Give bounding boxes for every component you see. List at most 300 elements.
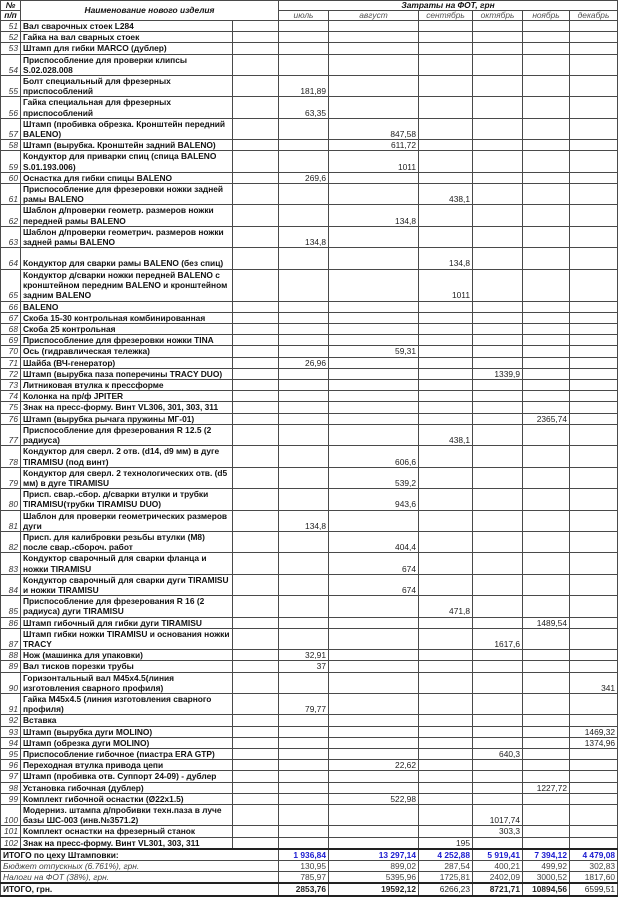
shop-total-value: 4 479,08 bbox=[570, 849, 618, 861]
table-row bbox=[1, 771, 618, 782]
cost-cell bbox=[473, 661, 523, 672]
cost-cell bbox=[473, 226, 523, 247]
grand-total-value: 8721,71 bbox=[473, 883, 523, 895]
cost-cell: 438,1 bbox=[419, 184, 473, 205]
row-number: 62 bbox=[1, 205, 21, 226]
cost-cell bbox=[473, 151, 523, 172]
cost-cell bbox=[523, 32, 570, 43]
cost-cell bbox=[570, 650, 618, 661]
cost-cell bbox=[523, 837, 570, 849]
cost-cell bbox=[473, 269, 523, 301]
cost-cell bbox=[523, 151, 570, 172]
cost-cell bbox=[473, 782, 523, 793]
item-name: Шаблон для проверки геометрических размеров дуги bbox=[21, 510, 233, 531]
cost-cell: 2365,74 bbox=[523, 413, 570, 424]
row-number: 86 bbox=[1, 617, 21, 628]
item-name: Литниковая втулка к прессформе bbox=[21, 380, 233, 391]
cost-cell bbox=[473, 793, 523, 804]
blank-cell bbox=[233, 771, 279, 782]
cost-cell bbox=[570, 205, 618, 226]
item-name: Шаблон д/проверки геометрич. размеров ножки задней рамы BALENO bbox=[21, 226, 233, 247]
cost-cell bbox=[279, 368, 329, 379]
row-number: 75 bbox=[1, 402, 21, 413]
cost-cell bbox=[473, 596, 523, 617]
cost-cell bbox=[279, 43, 329, 54]
cost-group-header: Затраты на ФОТ, грн bbox=[279, 1, 618, 11]
shop-total-row bbox=[1, 849, 618, 861]
row-number: 63 bbox=[1, 226, 21, 247]
cost-cell bbox=[523, 54, 570, 75]
table-row bbox=[1, 205, 618, 226]
cost-cell bbox=[473, 76, 523, 97]
table-row bbox=[1, 748, 618, 759]
blank-cell bbox=[233, 446, 279, 467]
cost-cell bbox=[523, 172, 570, 183]
cost-cell bbox=[329, 76, 419, 97]
item-name: Штамп гибочный для гибки дуги TIRAMISU bbox=[21, 617, 233, 628]
row-number: 93 bbox=[1, 726, 21, 737]
item-name: Комплект оснастки на фрезерный станок bbox=[21, 826, 233, 837]
blank-cell bbox=[233, 402, 279, 413]
blank-cell bbox=[233, 43, 279, 54]
row-number: 70 bbox=[1, 346, 21, 357]
vacation-budget-value: 287,54 bbox=[419, 861, 473, 872]
cost-cell bbox=[419, 301, 473, 312]
cost-cell bbox=[279, 837, 329, 849]
table-row bbox=[1, 446, 618, 467]
cost-cell bbox=[329, 693, 419, 714]
cost-cell bbox=[329, 628, 419, 649]
vacation-budget-value: 302,83 bbox=[570, 861, 618, 872]
item-name: Кондуктор сварочный для сварки дуги TIRAMISU и ножки TIRAMISU bbox=[21, 574, 233, 595]
cost-cell bbox=[329, 424, 419, 445]
cost-cell bbox=[473, 140, 523, 151]
cost-cell bbox=[523, 380, 570, 391]
cost-cell bbox=[419, 226, 473, 247]
cost-cell bbox=[419, 553, 473, 574]
cost-cell bbox=[419, 391, 473, 402]
shop-total-value: 4 252,88 bbox=[419, 849, 473, 861]
cost-cell bbox=[279, 748, 329, 759]
row-number: 73 bbox=[1, 380, 21, 391]
cost-cell bbox=[419, 76, 473, 97]
cost-cell bbox=[473, 650, 523, 661]
cost-cell bbox=[419, 335, 473, 346]
cost-cell: 195 bbox=[419, 837, 473, 849]
cost-cell bbox=[570, 248, 618, 269]
cost-cell bbox=[279, 324, 329, 335]
month-header: ноябрь bbox=[523, 11, 570, 21]
table-row bbox=[1, 312, 618, 323]
cost-cell bbox=[570, 489, 618, 510]
cost-cell bbox=[570, 368, 618, 379]
table-row bbox=[1, 793, 618, 804]
cost-cell bbox=[329, 672, 419, 693]
row-number: 53 bbox=[1, 43, 21, 54]
cost-cell bbox=[419, 446, 473, 467]
cost-cell: 522,98 bbox=[329, 793, 419, 804]
cost-cell bbox=[329, 715, 419, 726]
cost-cell bbox=[329, 402, 419, 413]
blank-cell bbox=[233, 269, 279, 301]
cost-cell: 674 bbox=[329, 574, 419, 595]
cost-cell: 404,4 bbox=[329, 531, 419, 552]
cost-cell bbox=[570, 335, 618, 346]
row-number: 59 bbox=[1, 151, 21, 172]
item-name: Присп. для калибровки резьбы втулки (М8) после свар.-сбороч. работ bbox=[21, 531, 233, 552]
cost-cell bbox=[523, 805, 570, 826]
name-header: Наименование нового изделия bbox=[21, 1, 279, 21]
cost-cell bbox=[473, 531, 523, 552]
cost-cell bbox=[279, 805, 329, 826]
row-number: 83 bbox=[1, 553, 21, 574]
cost-cell bbox=[523, 335, 570, 346]
cost-cell bbox=[570, 771, 618, 782]
cost-cell bbox=[279, 335, 329, 346]
cost-cell bbox=[523, 737, 570, 748]
cost-cell: 1227,72 bbox=[523, 782, 570, 793]
payroll-taxes-value: 785,97 bbox=[279, 872, 329, 884]
cost-cell bbox=[419, 771, 473, 782]
cost-cell bbox=[570, 617, 618, 628]
blank-cell bbox=[233, 151, 279, 172]
cost-cell: 181,89 bbox=[279, 76, 329, 97]
table-row bbox=[1, 54, 618, 75]
cost-cell bbox=[473, 118, 523, 139]
table-row bbox=[1, 628, 618, 649]
cost-cell bbox=[279, 446, 329, 467]
blank-cell bbox=[233, 324, 279, 335]
item-name: Знак на пресс-форму. Винт VL301, 303, 311 bbox=[21, 837, 233, 849]
cost-cell bbox=[419, 346, 473, 357]
cost-cell bbox=[419, 693, 473, 714]
blank-cell bbox=[233, 97, 279, 118]
cost-cell bbox=[570, 151, 618, 172]
item-name: Приспособление для фрезеровки ножки задней рамы BALENO bbox=[21, 184, 233, 205]
cost-cell bbox=[523, 726, 570, 737]
cost-cell bbox=[570, 467, 618, 488]
blank-cell bbox=[233, 782, 279, 793]
cost-cell bbox=[523, 248, 570, 269]
row-number: 101 bbox=[1, 826, 21, 837]
cost-cell bbox=[329, 782, 419, 793]
cost-cell bbox=[419, 726, 473, 737]
cost-cell bbox=[329, 324, 419, 335]
grand-total-value: 10894,56 bbox=[523, 883, 570, 895]
table-row bbox=[1, 172, 618, 183]
table-row bbox=[1, 184, 618, 205]
item-name: Кондуктор д/сварки ножки передней BALENO с кронштейном передним BALENO и кронштейном задним BALENO bbox=[21, 269, 233, 301]
cost-cell bbox=[473, 32, 523, 43]
table-row bbox=[1, 324, 618, 335]
item-name: Приспособление для проверки клипсы S.02.028.008 bbox=[21, 54, 233, 75]
table-row bbox=[1, 140, 618, 151]
cost-cell bbox=[523, 269, 570, 301]
cost-cell bbox=[570, 531, 618, 552]
cost-cell bbox=[523, 76, 570, 97]
cost-cell bbox=[419, 826, 473, 837]
table-row bbox=[1, 413, 618, 424]
cost-cell bbox=[570, 413, 618, 424]
cost-cell bbox=[523, 771, 570, 782]
cost-cell bbox=[570, 226, 618, 247]
cost-cell bbox=[473, 357, 523, 368]
table-row bbox=[1, 737, 618, 748]
blank-cell bbox=[233, 32, 279, 43]
cost-cell bbox=[419, 489, 473, 510]
cost-cell bbox=[329, 43, 419, 54]
cost-cell bbox=[329, 357, 419, 368]
table-row bbox=[1, 21, 618, 32]
cost-cell bbox=[473, 574, 523, 595]
cost-cell bbox=[329, 771, 419, 782]
cost-cell bbox=[419, 172, 473, 183]
cost-cell: 22,62 bbox=[329, 760, 419, 771]
cost-cell: 471,8 bbox=[419, 596, 473, 617]
cost-cell: 37 bbox=[279, 661, 329, 672]
item-name: Штамп (вырубка. Кронштейн задний BALENO) bbox=[21, 140, 233, 151]
cost-cell: 438,1 bbox=[419, 424, 473, 445]
row-number: 68 bbox=[1, 324, 21, 335]
cost-cell bbox=[329, 21, 419, 32]
cost-cell bbox=[473, 324, 523, 335]
table-row bbox=[1, 335, 618, 346]
blank-cell bbox=[233, 335, 279, 346]
month-header: июль bbox=[279, 11, 329, 21]
item-name: Кондуктор сварочный для сварки фланца и ножки TIRAMISU bbox=[21, 553, 233, 574]
item-name: Оснастка для гибки спицы BALENO bbox=[21, 172, 233, 183]
cost-cell bbox=[523, 324, 570, 335]
row-number: 88 bbox=[1, 650, 21, 661]
month-header: декабрь bbox=[570, 11, 618, 21]
cost-cell bbox=[570, 391, 618, 402]
item-name: Штамп (обрезка дуги MOLINO) bbox=[21, 737, 233, 748]
blank-cell bbox=[233, 226, 279, 247]
cost-cell bbox=[279, 346, 329, 357]
cost-cell bbox=[329, 301, 419, 312]
grand-total-value: 2853,76 bbox=[279, 883, 329, 895]
vacation-budget-value: 130,95 bbox=[279, 861, 329, 872]
month-header: сентябрь bbox=[419, 11, 473, 21]
cost-cell bbox=[329, 54, 419, 75]
cost-cell bbox=[523, 661, 570, 672]
cost-cell bbox=[279, 672, 329, 693]
cost-cell bbox=[329, 380, 419, 391]
row-number: 66 bbox=[1, 301, 21, 312]
table-row bbox=[1, 837, 618, 849]
item-name: Гайка специальная для фрезерных приспособлений bbox=[21, 97, 233, 118]
cost-cell bbox=[523, 628, 570, 649]
cost-cell bbox=[570, 118, 618, 139]
cost-cell bbox=[419, 510, 473, 531]
cost-cell bbox=[279, 424, 329, 445]
table-row bbox=[1, 346, 618, 357]
blank-cell bbox=[233, 693, 279, 714]
row-number: 67 bbox=[1, 312, 21, 323]
cost-cell bbox=[570, 782, 618, 793]
blank-cell bbox=[233, 489, 279, 510]
cost-cell bbox=[523, 748, 570, 759]
cost-cell: 79,77 bbox=[279, 693, 329, 714]
cost-cell bbox=[329, 97, 419, 118]
cost-cell: 341 bbox=[570, 672, 618, 693]
table-row bbox=[1, 617, 618, 628]
cost-cell bbox=[279, 301, 329, 312]
cost-cell bbox=[570, 661, 618, 672]
cost-cell bbox=[473, 391, 523, 402]
item-name: Гайка М45х4.5 (линия изготовления сварного профиля) bbox=[21, 693, 233, 714]
cost-cell bbox=[279, 380, 329, 391]
cost-cell: 59,31 bbox=[329, 346, 419, 357]
table-row bbox=[1, 574, 618, 595]
row-number: 54 bbox=[1, 54, 21, 75]
blank-cell bbox=[233, 357, 279, 368]
blank-cell bbox=[233, 650, 279, 661]
blank-cell bbox=[233, 54, 279, 75]
cost-cell: 611,72 bbox=[329, 140, 419, 151]
cost-cell: 640,3 bbox=[473, 748, 523, 759]
blank-cell bbox=[233, 76, 279, 97]
table-row bbox=[1, 531, 618, 552]
blank-cell bbox=[233, 793, 279, 804]
row-number: 85 bbox=[1, 596, 21, 617]
cost-cell: 1339,9 bbox=[473, 368, 523, 379]
blank-cell bbox=[233, 574, 279, 595]
cost-cell bbox=[570, 324, 618, 335]
cost-cell bbox=[419, 413, 473, 424]
row-number: 82 bbox=[1, 531, 21, 552]
row-number: 64 bbox=[1, 248, 21, 269]
item-name: Колонка на пр/ф JPITER bbox=[21, 391, 233, 402]
item-name: Вал тисков порезки трубы bbox=[21, 661, 233, 672]
cost-cell bbox=[570, 21, 618, 32]
table-row bbox=[1, 269, 618, 301]
cost-cell bbox=[523, 346, 570, 357]
cost-cell bbox=[329, 184, 419, 205]
cost-cell bbox=[419, 805, 473, 826]
cost-cell bbox=[279, 402, 329, 413]
cost-cell bbox=[570, 628, 618, 649]
row-number: 55 bbox=[1, 76, 21, 97]
cost-cell bbox=[279, 489, 329, 510]
table-row bbox=[1, 402, 618, 413]
item-name: Кондуктор для сварки рамы BALENO (без спиц) bbox=[21, 248, 233, 269]
blank-cell bbox=[233, 424, 279, 445]
cost-cell bbox=[523, 793, 570, 804]
table-row bbox=[1, 650, 618, 661]
row-number: 79 bbox=[1, 467, 21, 488]
cost-cell bbox=[279, 54, 329, 75]
cost-cell bbox=[419, 672, 473, 693]
cost-cell bbox=[329, 737, 419, 748]
table-row bbox=[1, 43, 618, 54]
vacation-budget-value: 400,21 bbox=[473, 861, 523, 872]
cost-cell bbox=[523, 672, 570, 693]
cost-cell: 63,35 bbox=[279, 97, 329, 118]
cost-cell bbox=[523, 596, 570, 617]
cost-cell bbox=[419, 760, 473, 771]
cost-cell bbox=[279, 771, 329, 782]
cost-cell bbox=[329, 32, 419, 43]
num-header: № bbox=[1, 1, 21, 11]
cost-cell bbox=[329, 661, 419, 672]
cost-cell bbox=[473, 402, 523, 413]
cost-cell bbox=[329, 269, 419, 301]
row-number: 96 bbox=[1, 760, 21, 771]
shop-total-value: 1 936,84 bbox=[279, 849, 329, 861]
blank-cell bbox=[233, 413, 279, 424]
shop-total-value: 5 919,41 bbox=[473, 849, 523, 861]
blank-cell bbox=[233, 380, 279, 391]
cost-cell bbox=[419, 617, 473, 628]
table-row bbox=[1, 248, 618, 269]
cost-cell bbox=[279, 151, 329, 172]
cost-cell bbox=[419, 21, 473, 32]
cost-cell bbox=[419, 97, 473, 118]
cost-cell: 134,8 bbox=[419, 248, 473, 269]
vacation-budget-value: 899,02 bbox=[329, 861, 419, 872]
cost-cell bbox=[473, 510, 523, 531]
cost-cell bbox=[419, 118, 473, 139]
item-name: Скоба 15-30 контрольная комбинированная bbox=[21, 312, 233, 323]
item-name: Кондуктор для сверл. 2 отв. (d14, d9 мм) в дуге TIRAMISU (под винт) bbox=[21, 446, 233, 467]
item-name: Штамп гибки ножки TIRAMISU и основания ножки TRACY bbox=[21, 628, 233, 649]
row-number: 57 bbox=[1, 118, 21, 139]
cost-cell bbox=[473, 413, 523, 424]
cost-cell bbox=[570, 837, 618, 849]
blank-cell bbox=[233, 596, 279, 617]
blank-cell bbox=[233, 617, 279, 628]
cost-cell bbox=[473, 346, 523, 357]
cost-cell bbox=[419, 531, 473, 552]
row-number: 95 bbox=[1, 748, 21, 759]
cost-cell bbox=[473, 248, 523, 269]
cost-cell bbox=[570, 346, 618, 357]
cost-cell bbox=[279, 628, 329, 649]
table-row bbox=[1, 467, 618, 488]
cost-cell bbox=[279, 21, 329, 32]
cost-cell bbox=[473, 54, 523, 75]
cost-cell bbox=[329, 617, 419, 628]
item-name: Вставка bbox=[21, 715, 233, 726]
cost-cell bbox=[473, 771, 523, 782]
cost-cell bbox=[329, 837, 419, 849]
cost-cell bbox=[570, 446, 618, 467]
cost-cell bbox=[473, 43, 523, 54]
cost-cell bbox=[570, 826, 618, 837]
blank-cell bbox=[233, 826, 279, 837]
row-number: 61 bbox=[1, 184, 21, 205]
table-row bbox=[1, 553, 618, 574]
item-name: Модерниз. штампа д/пробивки техн.паза в луче базы ШС-003 (инв.№3571.2) bbox=[21, 805, 233, 826]
table-row bbox=[1, 151, 618, 172]
cost-cell bbox=[473, 172, 523, 183]
cost-cell bbox=[523, 205, 570, 226]
cost-cell: 303,3 bbox=[473, 826, 523, 837]
item-name: Штамп (вырубка дуги MOLINO) bbox=[21, 726, 233, 737]
cost-cell bbox=[473, 467, 523, 488]
row-number: 91 bbox=[1, 693, 21, 714]
cost-cell bbox=[523, 184, 570, 205]
cost-cell bbox=[523, 531, 570, 552]
blank-cell bbox=[233, 248, 279, 269]
blank-cell bbox=[233, 140, 279, 151]
blank-cell bbox=[233, 837, 279, 849]
cost-cell bbox=[279, 118, 329, 139]
cost-cell: 134,8 bbox=[279, 226, 329, 247]
row-number: 99 bbox=[1, 793, 21, 804]
vacation-budget-row bbox=[1, 861, 618, 872]
